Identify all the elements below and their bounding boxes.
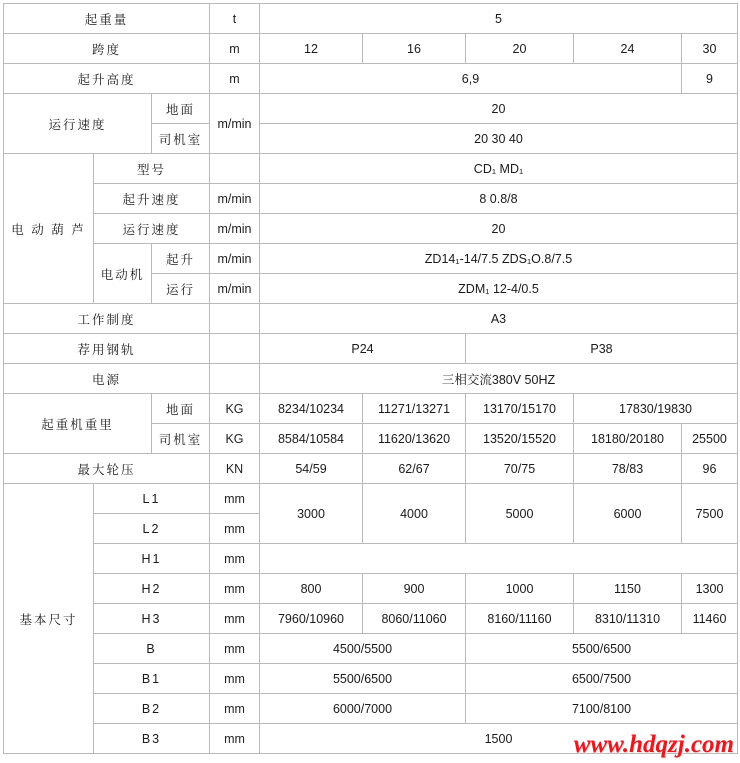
row-label-weight: 起重机重里: [4, 394, 152, 454]
table-row-span: [4, 34, 738, 64]
row-label-travel-speed: 运行速度: [4, 94, 152, 154]
dim-h2-12: 800: [260, 574, 363, 604]
table-row-hoist-model: [4, 154, 738, 184]
row-label-duty: 工作制度: [4, 304, 210, 334]
row-unit-rail: [210, 334, 260, 364]
dim-h3-12: 7960/10960: [260, 604, 363, 634]
unit-hoist-travel-speed: m/min: [210, 214, 260, 244]
row-label-power: 电源: [4, 364, 210, 394]
dim-h1-values: [260, 544, 738, 574]
weight-ground-24: 17830/19830: [574, 394, 738, 424]
row-unit-span: m: [210, 34, 260, 64]
table-row-dim-b2: [4, 694, 738, 724]
crane-specification-table: [3, 3, 738, 754]
hoist-travel-speed-value: 20: [260, 214, 738, 244]
dim-b1-right: 6500/7500: [466, 664, 738, 694]
dim-b2-left: 6000/7000: [260, 694, 466, 724]
dim-h3-16: 8060/11060: [363, 604, 466, 634]
dim-h2-20: 1000: [466, 574, 574, 604]
unit-wheel-pressure: KN: [210, 454, 260, 484]
table-row-motor-lift: [4, 244, 738, 274]
table-row-dim-b1: [4, 664, 738, 694]
travel-speed-ground-value: 20: [260, 94, 738, 124]
rail-value-left: P24: [260, 334, 466, 364]
dim-l1-16: 4000: [363, 484, 466, 544]
dim-h2-30: 1300: [682, 574, 738, 604]
dim-name-b2: B2: [94, 694, 210, 724]
table-row-weight-ground: [4, 394, 738, 424]
sub-label-motor-lift: 起升: [152, 244, 210, 274]
row-unit-lift-height: m: [210, 64, 260, 94]
table-row-lift-height: [4, 64, 738, 94]
unit-hoist-model: [210, 154, 260, 184]
hoist-lift-speed-value: 8 0.8/8: [260, 184, 738, 214]
dim-b2-right: 7100/8100: [466, 694, 738, 724]
dim-h2-24: 1150: [574, 574, 682, 604]
dim-h3-30: 11460: [682, 604, 738, 634]
row-label-lift-height: 起升高度: [4, 64, 210, 94]
sub-label-hoist-travel-speed: 运行速度: [94, 214, 210, 244]
weight-ground-12: 8234/10234: [260, 394, 363, 424]
dim-name-b: B: [94, 634, 210, 664]
dim-b3-value: 1500: [260, 724, 738, 754]
table-row-dim-l1: [4, 484, 738, 514]
wheel-pressure-30: 96: [682, 454, 738, 484]
dim-unit-h1: mm: [210, 544, 260, 574]
sub-label-weight-ground: 地面: [152, 394, 210, 424]
sub-label-motor: 电动机: [94, 244, 152, 304]
dim-b-right: 5500/6500: [466, 634, 738, 664]
dim-name-h3: H3: [94, 604, 210, 634]
unit-motor-lift: m/min: [210, 244, 260, 274]
dim-b1-left: 5500/6500: [260, 664, 466, 694]
dim-name-l1: L1: [94, 484, 210, 514]
weight-cab-24: 18180/20180: [574, 424, 682, 454]
row-unit-capacity: t: [210, 4, 260, 34]
table-row-duty: [4, 304, 738, 334]
dim-name-b1: B1: [94, 664, 210, 694]
span-value-30: 30: [682, 34, 738, 64]
row-label-capacity: 起重量: [4, 4, 210, 34]
motor-lift-value: ZD14₁-14/7.5 ZDS₁O.8/7.5: [260, 244, 738, 274]
weight-cab-30: 25500: [682, 424, 738, 454]
dim-l1-30: 7500: [682, 484, 738, 544]
span-value-20: 20: [466, 34, 574, 64]
dim-unit-b2: mm: [210, 694, 260, 724]
power-value: 三相交流380V 50HZ: [260, 364, 738, 394]
table-row-hoist-lift-speed: [4, 184, 738, 214]
dim-h2-16: 900: [363, 574, 466, 604]
dim-unit-l1: mm: [210, 484, 260, 514]
dim-unit-h2: mm: [210, 574, 260, 604]
row-label-wheel-pressure: 最大轮压: [4, 454, 210, 484]
dim-name-h2: H2: [94, 574, 210, 604]
weight-ground-16: 11271/13271: [363, 394, 466, 424]
dim-l1-24: 6000: [574, 484, 682, 544]
row-label-hoist: 电 动 葫 芦: [4, 154, 94, 304]
row-label-span: 跨度: [4, 34, 210, 64]
dim-name-b3: B3: [94, 724, 210, 754]
dim-l1-12: 3000: [260, 484, 363, 544]
table-row-rail: [4, 334, 738, 364]
dim-h3-20: 8160/11160: [466, 604, 574, 634]
hoist-model-value: CD₁ MD₁: [260, 154, 738, 184]
table-row-dim-h1: [4, 544, 738, 574]
lift-height-main-value: 6,9: [260, 64, 682, 94]
weight-cab-20: 13520/15520: [466, 424, 574, 454]
table-row-travel-speed-ground: [4, 94, 738, 124]
table-row-dim-b: [4, 634, 738, 664]
row-label-dimensions: 基本尺寸: [4, 484, 94, 754]
weight-ground-20: 13170/15170: [466, 394, 574, 424]
sub-label-motor-travel: 运行: [152, 274, 210, 304]
dim-name-l2: L2: [94, 514, 210, 544]
lift-height-last-value: 9: [682, 64, 738, 94]
motor-travel-value: ZDM₁ 12-4/0.5: [260, 274, 738, 304]
table-row-capacity: [4, 4, 738, 34]
table-row-hoist-travel-speed: [4, 214, 738, 244]
sub-label-cab: 司机室: [152, 124, 210, 154]
row-label-rail: 荐用钢轨: [4, 334, 210, 364]
sub-label-weight-cab: 司机室: [152, 424, 210, 454]
dim-unit-b3: mm: [210, 724, 260, 754]
dim-unit-b: mm: [210, 634, 260, 664]
site-watermark: www.hdqzj.com: [573, 731, 734, 758]
wheel-pressure-24: 78/83: [574, 454, 682, 484]
unit-hoist-lift-speed: m/min: [210, 184, 260, 214]
sub-label-hoist-model: 型号: [94, 154, 210, 184]
row-unit-duty: [210, 304, 260, 334]
table-row-dim-h3: [4, 604, 738, 634]
dim-h3-24: 8310/11310: [574, 604, 682, 634]
span-value-24: 24: [574, 34, 682, 64]
wheel-pressure-20: 70/75: [466, 454, 574, 484]
wheel-pressure-12: 54/59: [260, 454, 363, 484]
dim-unit-h3: mm: [210, 604, 260, 634]
dim-unit-b1: mm: [210, 664, 260, 694]
travel-speed-cab-value: 20 30 40: [260, 124, 738, 154]
duty-value: A3: [260, 304, 738, 334]
table-row-wheel-pressure: [4, 454, 738, 484]
row-unit-travel-speed: m/min: [210, 94, 260, 154]
span-value-12: 12: [260, 34, 363, 64]
wheel-pressure-16: 62/67: [363, 454, 466, 484]
span-value-16: 16: [363, 34, 466, 64]
unit-weight-cab: KG: [210, 424, 260, 454]
rail-value-right: P38: [466, 334, 738, 364]
dim-unit-l2: mm: [210, 514, 260, 544]
unit-motor-travel: m/min: [210, 274, 260, 304]
row-value-capacity: 5: [260, 4, 738, 34]
row-unit-power: [210, 364, 260, 394]
weight-cab-16: 11620/13620: [363, 424, 466, 454]
dim-l1-20: 5000: [466, 484, 574, 544]
dim-b-left: 4500/5500: [260, 634, 466, 664]
table-row-power: [4, 364, 738, 394]
dim-name-h1: H1: [94, 544, 210, 574]
table-row-dim-h2: [4, 574, 738, 604]
sub-label-hoist-lift-speed: 起升速度: [94, 184, 210, 214]
sub-label-ground: 地面: [152, 94, 210, 124]
unit-weight-ground: KG: [210, 394, 260, 424]
weight-cab-12: 8584/10584: [260, 424, 363, 454]
